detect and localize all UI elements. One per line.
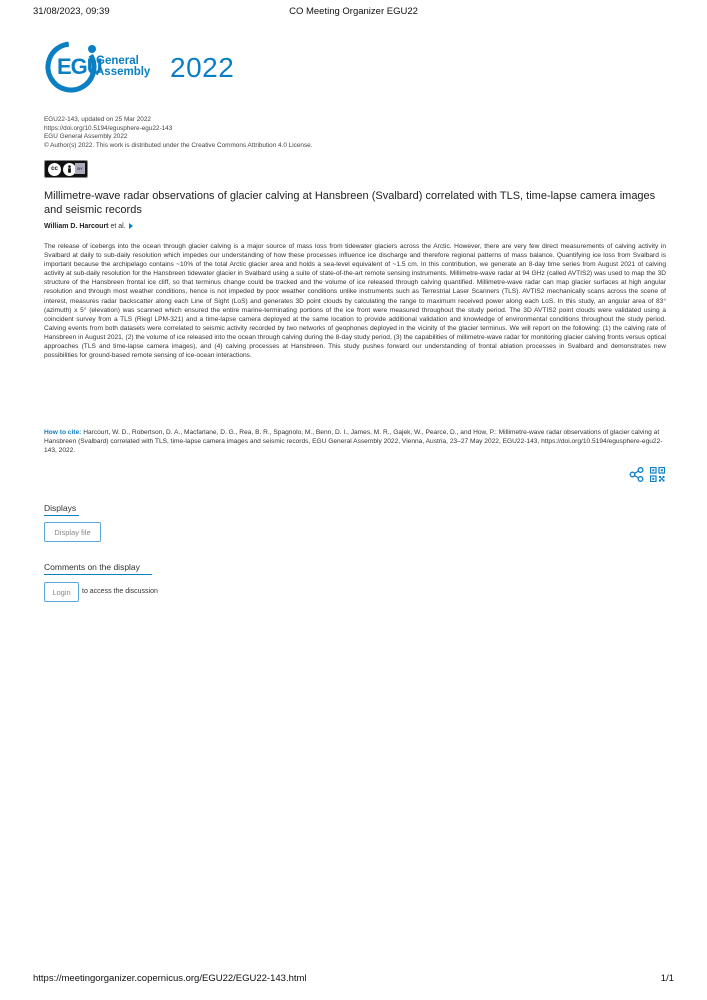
- login-button[interactable]: Login: [44, 582, 79, 602]
- qr-code-icon[interactable]: [650, 467, 665, 482]
- egu-letters: EGU: [57, 54, 102, 79]
- page-number: 1/1: [660, 973, 674, 984]
- how-to-cite: [44, 428, 666, 455]
- logo-general-assembly: General Assembly: [96, 55, 151, 78]
- display-file-button[interactable]: Display file: [44, 522, 101, 542]
- by-label: BY: [75, 163, 85, 174]
- how-to-cite-label[interactable]: How to cite:: [44, 429, 82, 436]
- comments-heading: Comments on the display: [44, 562, 152, 575]
- et-al: et al.: [108, 223, 126, 230]
- page-url: https://meetingorganizer.copernicus.org/EGU22/EGU22-143.html: [33, 973, 307, 984]
- citation-text: Harcourt, W. D., Robertson, D. A., Macfarlane, D. G., Rea, B. R., Spagnolo, M., Benn, D. I., James, M. R., Gajek, W., Pearce, D., and How, P.: Millimetre-wave radar observations of glacier calving at Hansbreen (Svalbard) correlated with TLS, time-lapse camera images and seismic records, EGU General Assembly 2022, Vienna, Austria, 23–27 May 2022, EGU22-143, https://doi.org/10.5194/egusphere-egu22-143, 2022.: [44, 429, 663, 455]
- logo-year: 2022: [170, 52, 235, 83]
- first-author: William D. Harcourt: [44, 223, 109, 230]
- cc-by-license-badge[interactable]: [44, 160, 88, 178]
- login-note: to access the discussion: [82, 588, 158, 595]
- abstract-doi[interactable]: https://doi.org/10.5194/egusphere-egu22-143: [44, 124, 173, 132]
- conference-name: EGU General Assembly 2022: [44, 133, 128, 141]
- print-header: [0, 6, 707, 20]
- print-page-title: CO Meeting Organizer EGU22: [289, 6, 418, 17]
- abstract-body: The release of icebergs into the ocean through glacier calving is a major source of mass loss from tidewater glaciers across the Arctic. However, there are very few direct measurements of calving activity in Svalbard at daily to sub-daily resolution which impedes our understanding of how these processes influence ice discharge and therefore regional patterns of mass balance. Quantifying ice loss from Svalbard is important because the archipelago contains ~10% of the total Arctic glacier area and holds a sea-level equivalent of ~1.5 cm. In this contribution, we generate an 8-day time series from August 2021 of calving activity at sub-daily resolution for the Hansbreen tidewater glacier in Svalbard using a suite of state-of-the-art remote sensing instruments. Millimetre-wave radar at 94 GHz (called AVTIS2) was used to map the 3D structure of the Hansbreen frontal ice cliff, so that terminus change could be tracked and the volume of ice released through calving quantified. Millimetre-wave radar can map glacier surfaces at high angular resolution and through most weather conditions, hence is not impeded by poor weather conditions unlike instruments such as Terrestrial Laser Scanners (TLS). AVTIS2 mechanically scans across the scene of interest, measures radar backscatter along each Line of Sight (LoS) and generates 3D point clouds by calculating the range to maximum received power along each LoS. In this study, an angular area of 83° (azimuth) x 5° (elevation) was scanned which ensured the entire marine-terminating portions of the ice front were measured throughout the study period. The 3D AVTIS2 point clouds were validated using a coincident survey from a TLS (Riegl LPM-321) and a time-lapse camera deployed at the same location to provide additional validation and knowledge of environmental conditions throughout the study period. Calving events from both datasets were correlated to seismic activity recorded by two networks of geophones deployed in the vicinity of the glacier terminus. We will report on the following: (1) the calving rate of Hansbreen in August 2021, (2) the volume of ice released into the ocean through calving during the 8-day study period, (3) the capabilities of millimetre-wave radar for monitoring glacier calving fronts versus optical approaches (TLS and time-lapse camera images), and (4) calving processes at Hansbreen. This study pushes forward our understanding of frontal ablation processes in Svalbard and demonstrates new possibilities for ground-based remote sensing of ice-ocean interactions.: [44, 243, 666, 360]
- displays-heading: Displays: [44, 503, 79, 516]
- abstract-id-updated: EGU22-143, updated on 25 Mar 2022: [44, 116, 151, 123]
- print-date: 31/08/2023, 09:39: [33, 6, 110, 17]
- expand-authors-icon[interactable]: [129, 223, 133, 229]
- license-text: © Author(s) 2022. This work is distributed under the Creative Commons Attribution 4.0 License.: [44, 141, 313, 149]
- abstract-title: Millimetre-wave radar observations of glacier calving at Hansbreen (Svalbard) correlated with TLS, time-lapse camera images and seismic records: [44, 190, 656, 216]
- author-line[interactable]: [44, 223, 133, 230]
- abstract-meta: [44, 116, 313, 150]
- share-icon[interactable]: [629, 467, 644, 482]
- egu-logo[interactable]: [44, 40, 244, 94]
- cc-icon: cc: [47, 162, 62, 177]
